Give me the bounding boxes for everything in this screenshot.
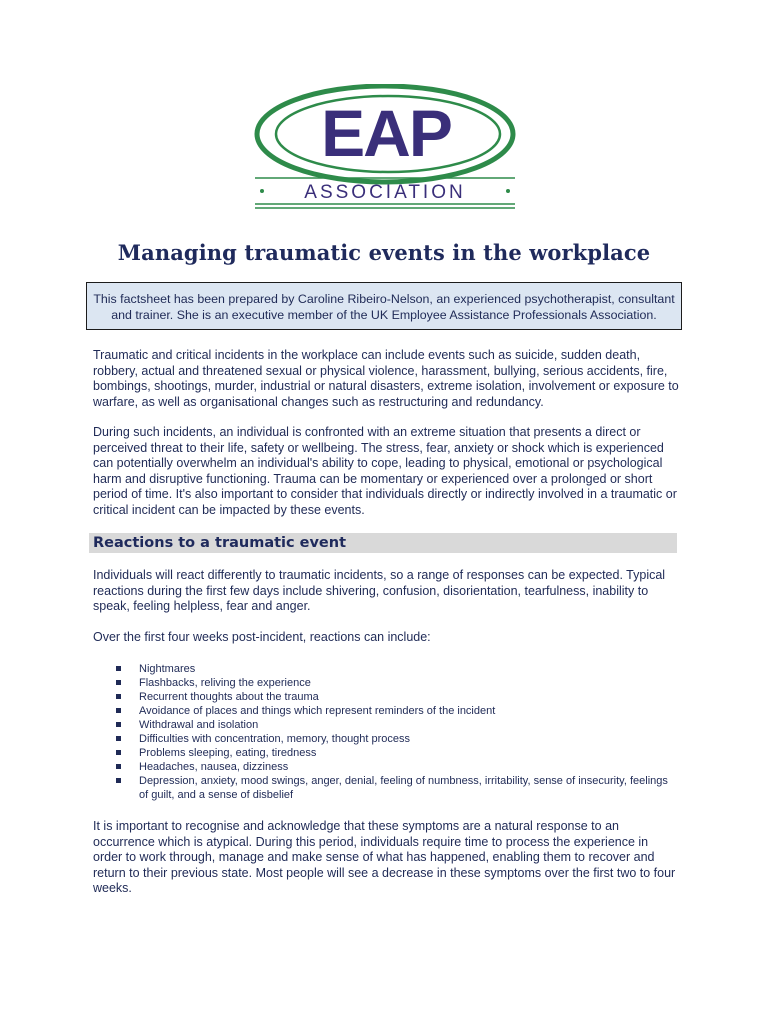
list-item: [113, 704, 673, 718]
bullet-icon: [116, 680, 121, 685]
bullet-icon: [116, 750, 121, 755]
bullet-icon: [116, 722, 121, 727]
intro-text: This factsheet has been prepared by Caroline Ribeiro-Nelson, an experienced psychotherapist, consultant and trainer. She is an executive member of the UK Employee Assistance Professionals Association.: [93, 292, 675, 322]
list-item: [113, 676, 673, 690]
paragraph-intro-incidents: Traumatic and critical incidents in the workplace can include events such as suicide, sudden death, robbery, actual and threatened sexual or physical violence, harassment, bullying, serious accidents, fire, bombings, shootings, murder, industrial or natural disasters, extreme isolation, involvement or exposure to warfare, as well as organisational changes such as restructuring and redundancy.: [93, 348, 679, 409]
paragraph-trauma-definition: During such incidents, an individual is confronted with an extreme situation that presents a direct or perceived threat to their life, safety or wellbeing. The stress, fear, anxiety or shock which is experienced can potentially overwhelm an individual's ability to cope, leading to physical, emotional or psychological harm and disruptive functioning. Trauma can be momentary or experienced over a prolonged or short period of time. It's also important to consider that individuals directly or indirectly involved in a traumatic or critical incident can be impacted by these events.: [93, 425, 677, 517]
bullet-icon: [116, 736, 121, 741]
list-item-text: Nightmares: [139, 663, 196, 675]
list-item-text: Difficulties with concentration, memory, thought process: [139, 733, 411, 745]
bullet-icon: [116, 666, 121, 671]
list-item: [113, 774, 673, 802]
intro-box: [86, 282, 682, 330]
list-item-text: Headaches, nausea, dizziness: [139, 761, 289, 773]
list-item: [113, 746, 673, 760]
logo-main-text: EAP: [321, 96, 451, 170]
bullet-icon: [116, 694, 121, 699]
list-item: [113, 690, 673, 704]
bullet-icon: [116, 764, 121, 769]
list-item-text: Recurrent thoughts about the trauma: [139, 691, 319, 703]
paragraph-first-four-weeks: Over the first four weeks post-incident, reactions can include:: [93, 630, 431, 644]
paragraph-recovery: It is important to recognise and acknowledge that these symptoms are a natural response to an occurrence which is atypical. During this period, individuals require time to process the experience in order to work through, manage and make sense of what has happened, enabling them to recover and return to their previous state. Most people will see a decrease in these symptoms over the first two to four weeks.: [93, 819, 676, 896]
bullet-icon: [116, 708, 121, 713]
list-item-text: Flashbacks, reliving the experience: [139, 677, 311, 689]
list-item: [113, 718, 673, 732]
list-item: [113, 662, 673, 676]
paragraph-reactions: Individuals will react differently to traumatic incidents, so a range of responses can be expected. Typical reactions during the first few days include shivering, confusion, disorientation, tearfulness, inability to speak, feeling helpless, fear and anger.: [93, 568, 666, 614]
logo-sub-text: ASSOCIATION: [304, 182, 466, 203]
list-item-text: Avoidance of places and things which represent reminders of the incident: [139, 705, 496, 717]
page-title: Managing traumatic events in the workplace: [117, 240, 651, 265]
list-item: [113, 760, 673, 774]
symptom-list: [113, 662, 673, 802]
list-item: [113, 732, 673, 746]
list-item-text: Problems sleeping, eating, tiredness: [139, 747, 317, 759]
eap-association-logo: [252, 84, 518, 214]
section-heading: Reactions to a traumatic event: [89, 533, 677, 553]
bullet-icon: [116, 778, 121, 783]
list-item-text: Depression, anxiety, mood swings, anger, denial, feeling of numbness, irritability, sense of insecurity, feelings of guilt, and a sense of disbelief: [139, 775, 668, 801]
list-item-text: Withdrawal and isolation: [139, 719, 259, 731]
